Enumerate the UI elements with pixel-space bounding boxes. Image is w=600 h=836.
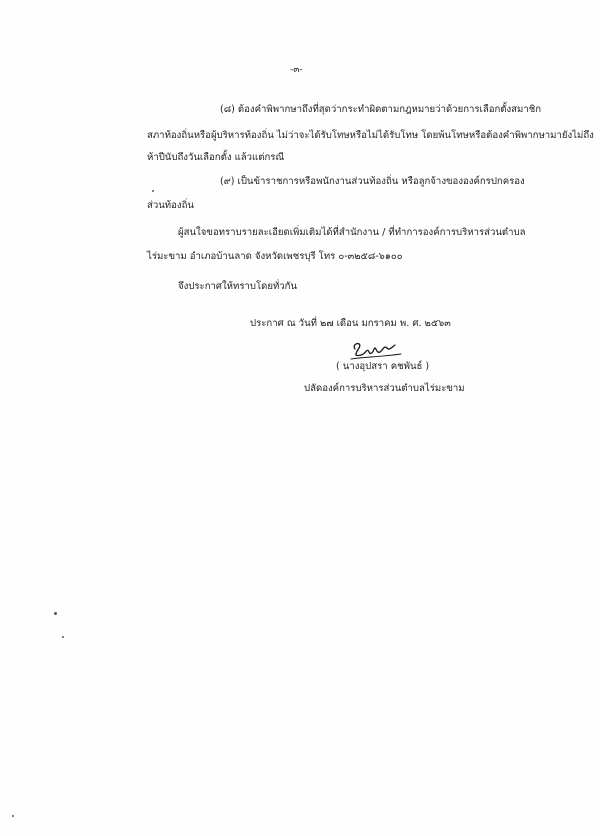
signer-title: ปลัดองค์การบริหารส่วนตำบลไร่มะขาม xyxy=(304,383,465,394)
item-9-line-1: (๙) เป็นข้าราชการหรือพนักงานส่วนท้องถิ่น หรือลูกจ้างขององค์กรปกครอง xyxy=(220,176,525,187)
page-number: -๓- xyxy=(290,65,303,75)
item-9-line-2: ส่วนท้องถิ่น xyxy=(147,200,194,211)
item-8-line-3: ห้าปีนับถึงวันเลือกตั้ง แล้วแต่กรณี xyxy=(147,152,285,163)
contact-line-2: ไร่มะขาม อำเภอบ้านลาด จังหวัดเพชรบุรี โทร ๐-๓๒๕๘-๖๑๐๐ xyxy=(147,251,403,262)
scan-speck xyxy=(152,190,154,192)
contact-line-1: ผู้สนใจขอทราบรายละเอียดเพิ่มเติมได้ที่สำนักงาน / ที่ทำการองค์การบริหารส่วนตำบล xyxy=(178,227,526,238)
scan-speck xyxy=(12,815,14,817)
date-line: ประกาศ ณ วันที่ ๒๗ เดือน มกราคม พ. ศ. ๒๕๖๓ xyxy=(250,318,451,329)
announcement-line: จึงประกาศให้ทราบโดยทั่วกัน xyxy=(178,281,298,292)
scan-speck xyxy=(62,636,64,638)
item-8-line-1: (๘) ต้องคำพิพากษาถึงที่สุดว่ากระทำผิดตามกฎหมายว่าด้วยการเลือกตั้งสมาชิก xyxy=(220,104,542,115)
handwritten-signature xyxy=(349,339,409,363)
item-8-line-2: สภาท้องถิ่นหรือผู้บริหารท้องถิ่น ไม่ว่าจะได้รับโทษหรือไม่ได้รับโทษ โดยพ้นโทษหรือต้องคำพิพากษามายังไม่ถึง xyxy=(147,130,594,141)
signer-name: ( นางอุปสรา คชพันธ์ ) xyxy=(336,361,430,372)
scan-speck xyxy=(54,612,57,615)
